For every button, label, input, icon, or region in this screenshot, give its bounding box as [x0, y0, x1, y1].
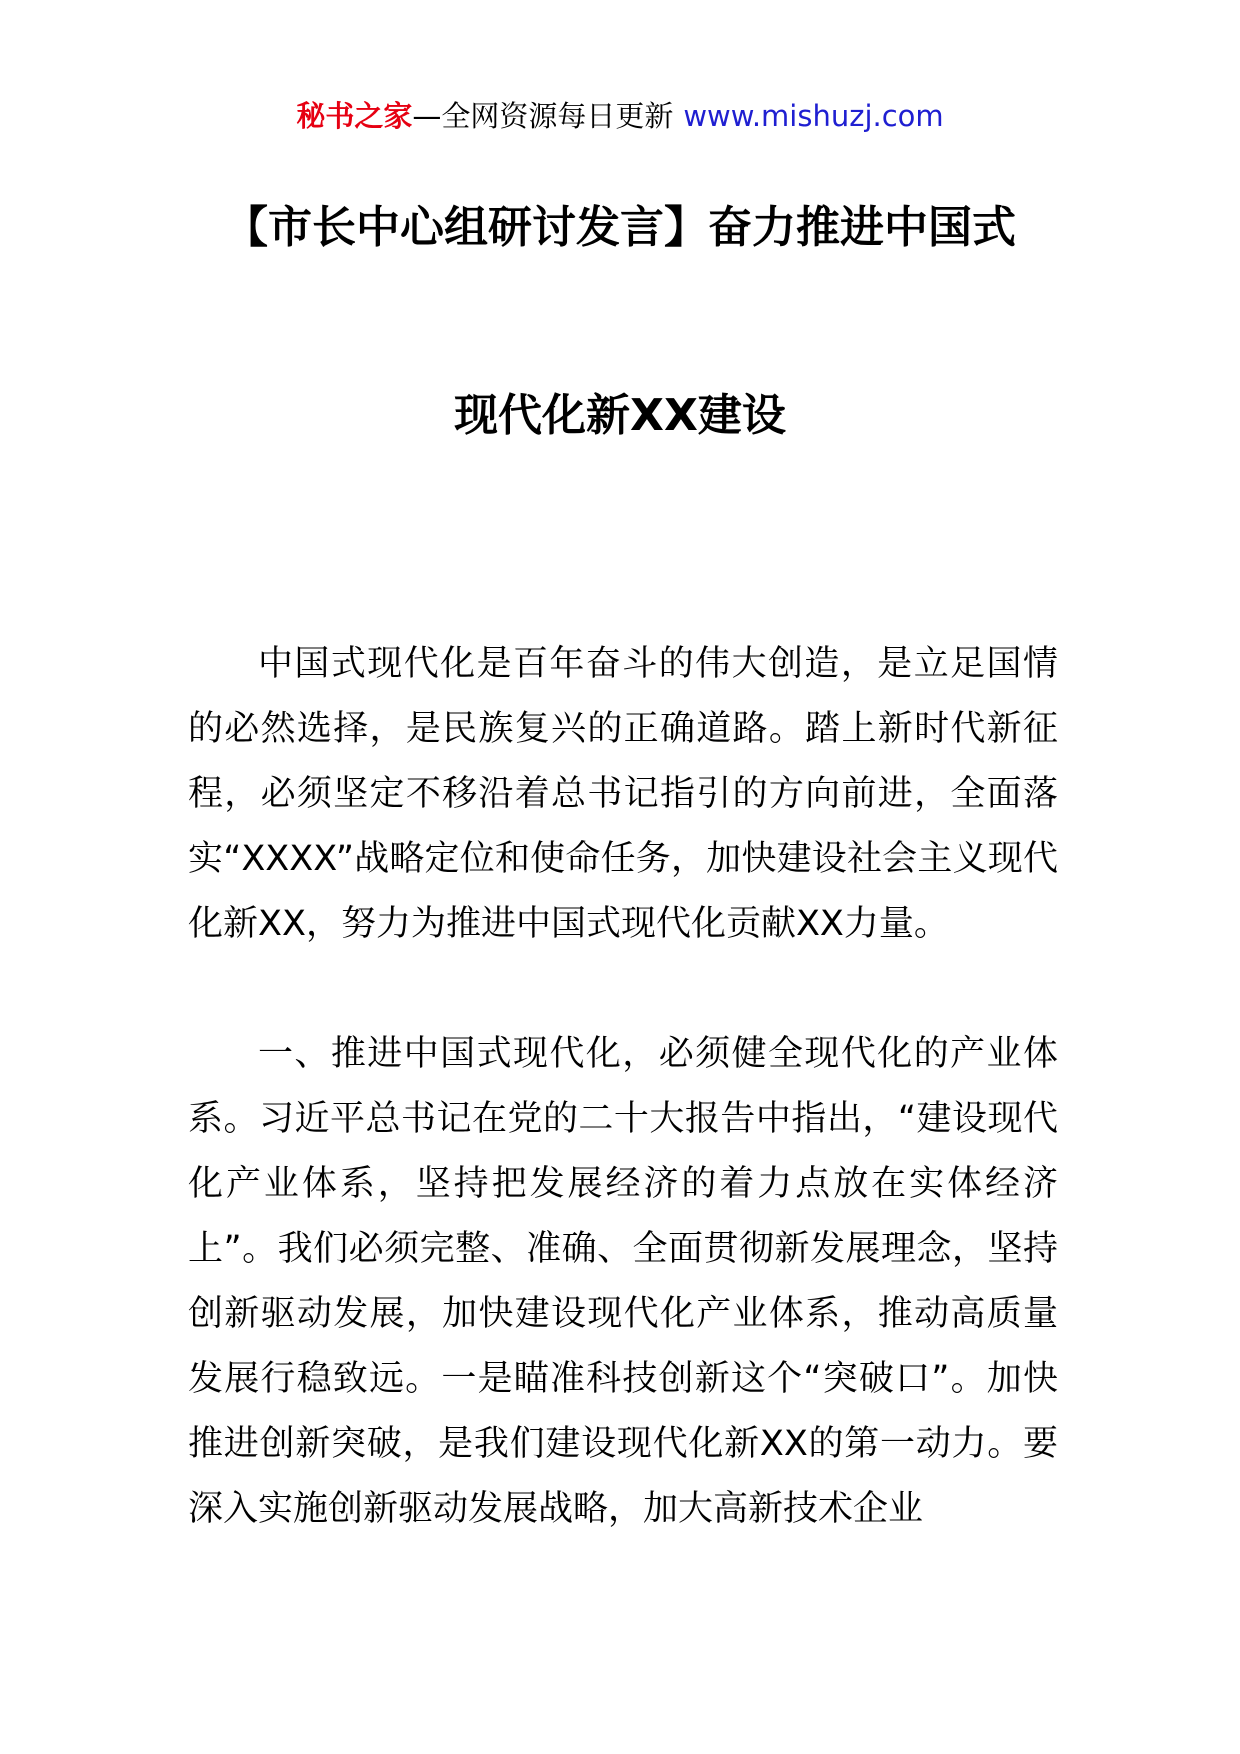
body-paragraph: 中国式现代化是百年奋斗的伟大创造，是立足国情的必然选择，是民族复兴的正确道路。踏上新时代新征程，必须坚定不移沿着总书记指引的方向前进，全面落实“XXXX”战略定位和使命任务，加快建设社会主义现代化新XX，努力为推进中国式现代化贡献XX力量。: [188, 644, 1058, 944]
document-title-line-1: 【市长中心组研讨发言】奋力推进中国式: [224, 202, 1016, 253]
site-brand: 秘书之家: [296, 99, 413, 133]
body-paragraph: 一、推进中国式现代化，必须健全现代化的产业体系。习近平总书记在党的二十大报告中指出，“建设现代化产业体系，坚持把发展经济的着力点放在实体经济上”。我们必须完整、准确、全面贯彻新发展理念，坚持创新驱动发展，加快建设现代化产业体系，推动高质量发展行稳致远。一是瞄准科技创新这个“突破口”。加快推进创新突破，是我们建设现代化新XX的第一动力。要深入实施创新驱动发展战略，加大高新技术企业: [188, 1034, 1058, 1529]
document-title-line-2: 现代化新XX建设: [454, 390, 786, 441]
site-header: [0, 96, 1240, 136]
site-url-link[interactable]: www.mishuzj.com: [683, 99, 944, 133]
document-body: [188, 632, 1058, 1542]
site-slogan: —全网资源每日更新: [412, 99, 674, 133]
